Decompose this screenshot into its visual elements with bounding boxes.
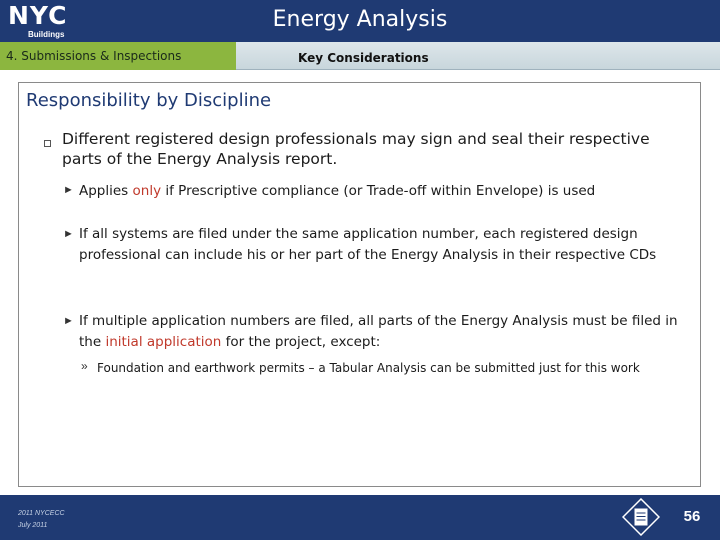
- slide-title: Energy Analysis: [272, 7, 448, 32]
- subbullet-foundation: Foundation and earthwork permits – a Tabular Analysis can be submitted just for this work: [97, 361, 640, 375]
- topic-label: Key Considerations: [298, 51, 429, 65]
- arrow-bullet-icon: ►: [63, 228, 74, 240]
- content-heading: Responsibility by Discipline: [26, 90, 272, 111]
- subheader-bar: [0, 42, 720, 70]
- main-point: Different registered design professionals may sign and seal their respective parts of the Energy Analysis report.: [62, 130, 650, 168]
- section-tab: [0, 42, 236, 70]
- bullet-multiple-applications: [79, 311, 691, 353]
- bullet-only-prescriptive: [79, 181, 691, 202]
- bullet3-before: If multiple application numbers are filed, all parts of the Energy Analysis must be filed in the: [79, 313, 678, 350]
- section-label: 4. Submissions & Inspections: [6, 49, 182, 63]
- bullet-same-application: If all systems are filed under the same application number, each registered design professional can include his or her part of the Energy Analysis in their respective CDs: [79, 226, 657, 263]
- logo-subtext: Buildings: [28, 30, 65, 39]
- footer-code-edition: 2011 NYCECC: [18, 510, 65, 517]
- bullet1-before: Applies: [79, 183, 133, 199]
- footer-date: July 2011: [18, 522, 48, 529]
- footer-bar: [0, 495, 720, 540]
- arrow-bullet-icon: ►: [63, 315, 74, 327]
- bullet3-highlight: initial application: [105, 334, 222, 350]
- arrow-bullet-icon: ►: [63, 184, 74, 196]
- page-number: 56: [683, 508, 701, 525]
- document-icon: [622, 498, 660, 536]
- bullet1-highlight: only: [132, 183, 162, 199]
- bullet3-after: for the project, except:: [221, 334, 381, 350]
- double-chevron-icon: »: [81, 359, 88, 373]
- header-bar: [0, 0, 720, 42]
- logo-text: NYC: [8, 1, 68, 30]
- square-bullet-icon: [44, 140, 51, 147]
- bullet1-after: if Prescriptive compliance (or Trade-off within Envelope) is used: [161, 183, 596, 199]
